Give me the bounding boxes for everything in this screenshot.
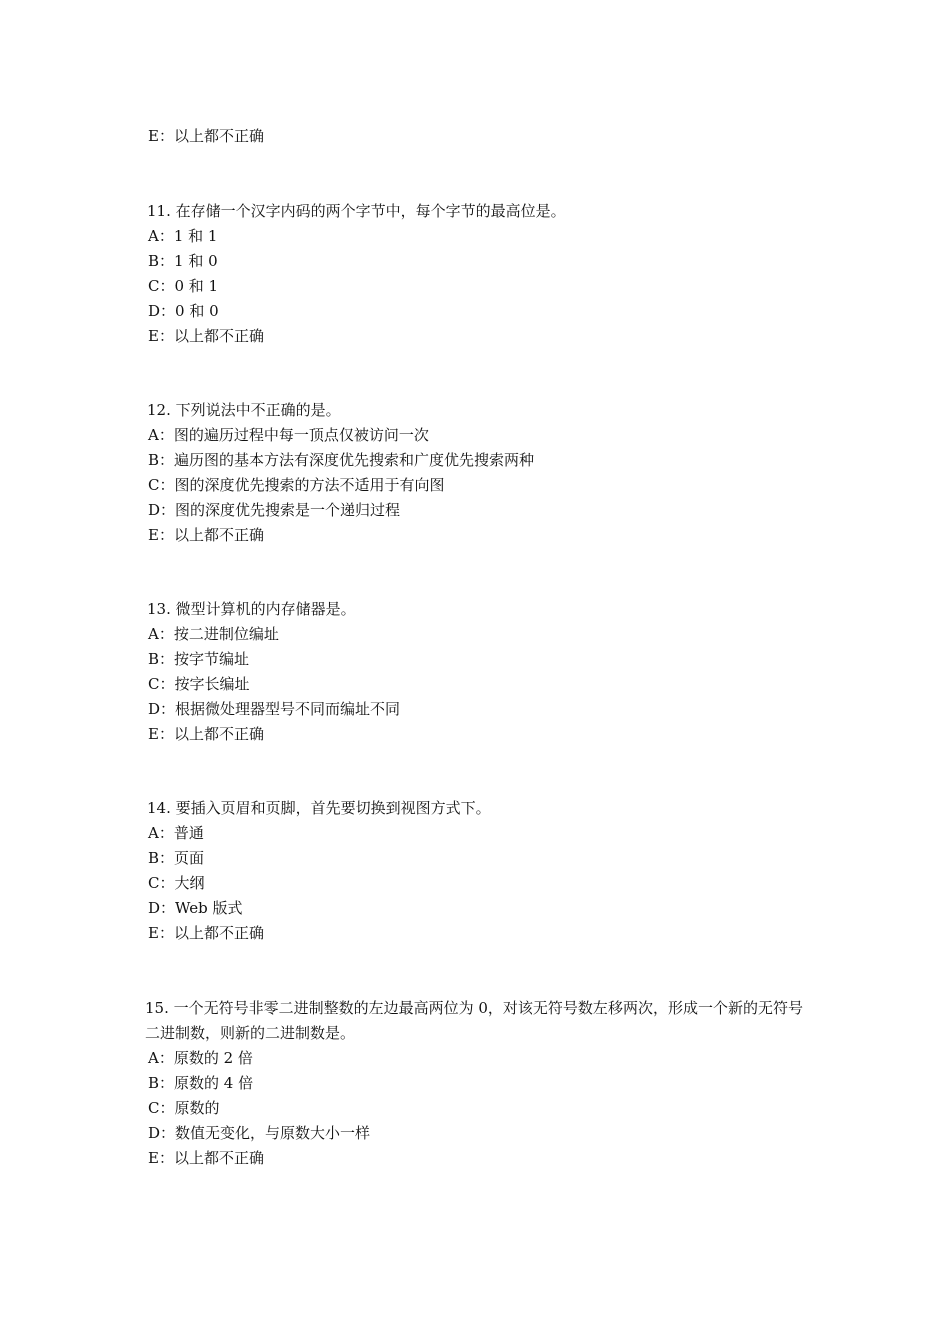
option-line: D：图的深度优先搜索是一个递归过程 bbox=[148, 501, 401, 519]
option-line: B：原数的 4 倍 bbox=[148, 1074, 254, 1092]
option-line: B：遍历图的基本方法有深度优先搜索和广度优先搜索两种 bbox=[148, 451, 535, 469]
option-line: E：以上都不正确 bbox=[148, 526, 264, 544]
option-line: C：按字长编址 bbox=[148, 675, 250, 693]
option-line: D：Web 版式 bbox=[148, 899, 243, 917]
option-line: E：以上都不正确 bbox=[148, 127, 264, 145]
question-title: 11. 在存储一个汉字内码的两个字节中，每个字节的最高位是。 bbox=[147, 202, 566, 220]
option-line: B：按字节编址 bbox=[148, 650, 250, 668]
option-line: C：原数的 bbox=[148, 1099, 220, 1117]
option-line: A：普通 bbox=[148, 824, 204, 842]
option-line: D：数值无变化，与原数大小一样 bbox=[148, 1124, 371, 1142]
option-line: A：1 和 1 bbox=[148, 227, 218, 245]
option-line: E：以上都不正确 bbox=[148, 924, 264, 942]
option-line: C：图的深度优先搜索的方法不适用于有向图 bbox=[148, 476, 445, 494]
option-line: E：以上都不正确 bbox=[148, 725, 264, 743]
option-line: D：0 和 0 bbox=[148, 302, 219, 320]
question-title: 12. 下列说法中不正确的是。 bbox=[147, 401, 341, 419]
option-line: A：按二进制位编址 bbox=[148, 625, 279, 643]
option-line: C：大纲 bbox=[148, 874, 205, 892]
option-line: D：根据微处理器型号不同而编址不同 bbox=[148, 700, 401, 718]
option-line: A：原数的 2 倍 bbox=[148, 1049, 253, 1067]
option-line: E：以上都不正确 bbox=[148, 1149, 264, 1167]
question-title: 15. 一个无符号非零二进制整数的左边最高两位为 0，对该无符号数左移两次，形成一个新的无符号二进制数，则新的二进制数是。 bbox=[145, 999, 803, 1042]
option-line: B：页面 bbox=[148, 849, 205, 867]
option-line: A：图的遍历过程中每一顶点仅被访问一次 bbox=[148, 426, 429, 444]
option-line: C：0 和 1 bbox=[148, 277, 219, 295]
option-line: E：以上都不正确 bbox=[148, 327, 264, 345]
option-line: B：1 和 0 bbox=[148, 252, 218, 270]
question-title: 13. 微型计算机的内存储器是。 bbox=[147, 600, 356, 618]
question-title: 14. 要插入页眉和页脚，首先要切换到视图方式下。 bbox=[147, 799, 491, 817]
